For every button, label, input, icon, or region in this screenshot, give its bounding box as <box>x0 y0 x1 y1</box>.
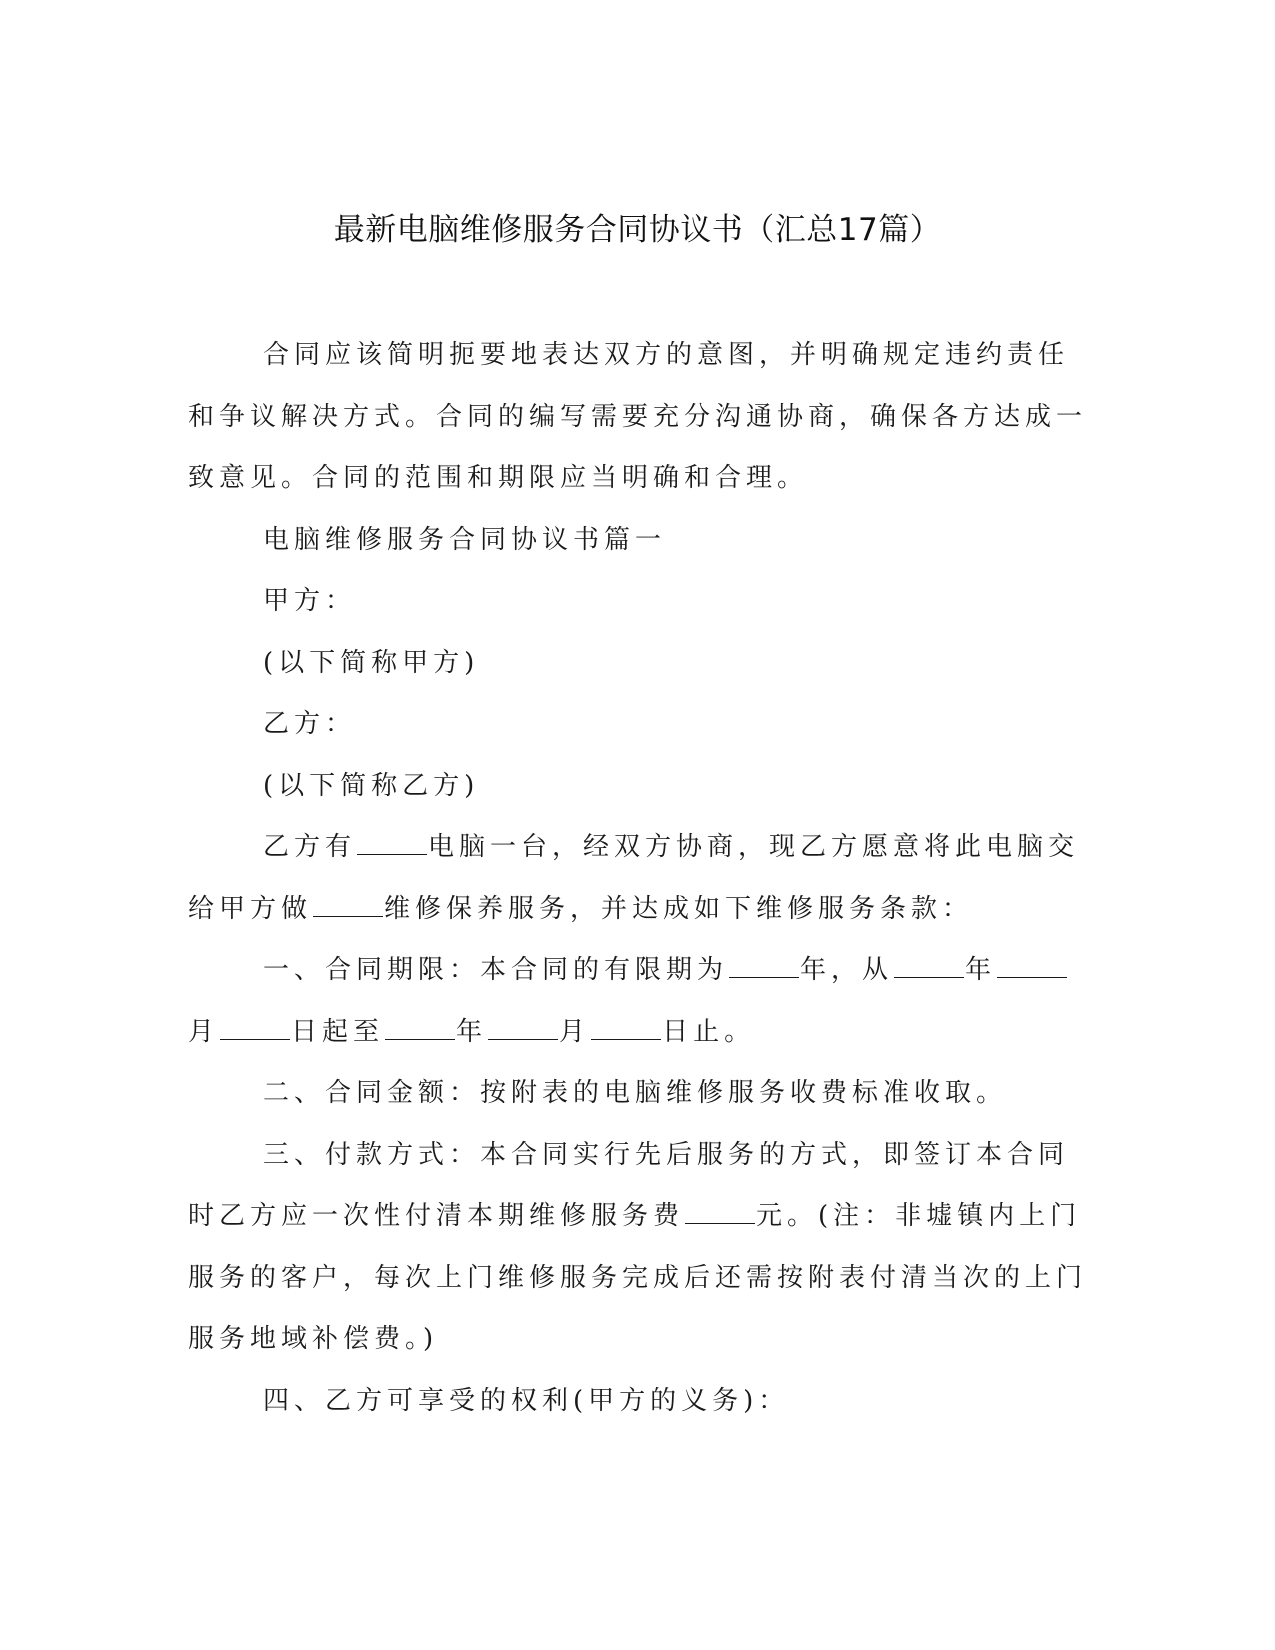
document-body <box>188 325 1088 1432</box>
blank-field <box>220 1015 290 1040</box>
party-b-note: (以下简称乙方) <box>263 770 480 801</box>
clause-3-text-2: 元。(注：非墟镇内上门服务的客户，每次上门维修服务完成后还需按附表付清当次的上门服务地域补偿费。) <box>188 1201 1088 1354</box>
device-text-2: 电脑一台，经双方协商，现乙方愿意将此电脑交给甲方做 <box>188 832 1080 924</box>
clause-1-paragraph <box>188 940 1088 1063</box>
clause-1-text-8: 日止。 <box>662 1016 756 1047</box>
clause-1-text-5: 日起至 <box>291 1016 385 1047</box>
blank-field <box>685 1199 755 1224</box>
blank-field <box>313 892 383 917</box>
clause-1-text-6: 年 <box>456 1016 488 1047</box>
document-title: 最新电脑维修服务合同协议书（汇总17篇） <box>333 212 942 248</box>
party-a-note: (以下简称甲方) <box>263 647 480 678</box>
clause-3-paragraph <box>188 1125 1088 1371</box>
blank-field <box>591 1015 661 1040</box>
section-heading: 电脑维修服务合同协议书篇一 <box>263 524 667 555</box>
device-text-3: 维修保养服务，并达成如下维修服务条款： <box>384 893 974 924</box>
party-b-label: 乙方： <box>263 709 357 739</box>
blank-field <box>357 830 427 855</box>
blank-field <box>488 1015 558 1040</box>
blank-field <box>729 953 799 978</box>
blank-field <box>997 953 1067 978</box>
blank-field <box>385 1015 455 1040</box>
device-paragraph <box>188 817 1088 940</box>
clause-2-paragraph: 二、合同金额：按附表的电脑维修服务收费标准收取。 <box>263 1078 1008 1108</box>
clause-1-text-3: 年 <box>965 955 997 985</box>
clause-1-text-4: 月 <box>188 1016 220 1047</box>
clause-1-text-1: 一、合同期限：本合同的有限期为 <box>263 955 729 985</box>
clause-1-text-7: 月 <box>559 1016 591 1047</box>
clause-4-paragraph: 四、乙方可享受的权利(甲方的义务)： <box>263 1385 790 1416</box>
clause-1-text-2: 年，从 <box>800 955 894 985</box>
device-text-1: 乙方有 <box>263 832 357 862</box>
party-a-label: 甲方： <box>263 586 357 616</box>
intro-paragraph: 合同应该简明扼要地表达双方的意图，并明确规定违约责任和争议解决方式。合同的编写需要充分沟通协商，确保各方达成一致意见。合同的范围和期限应当明确和合理。 <box>188 340 1088 493</box>
clause-3-text-1: 三、付款方式：本合同实行先后服务的方式，即签订本合同时乙方应一次性付清本期维修服务费 <box>188 1139 1070 1231</box>
blank-field <box>894 953 964 978</box>
